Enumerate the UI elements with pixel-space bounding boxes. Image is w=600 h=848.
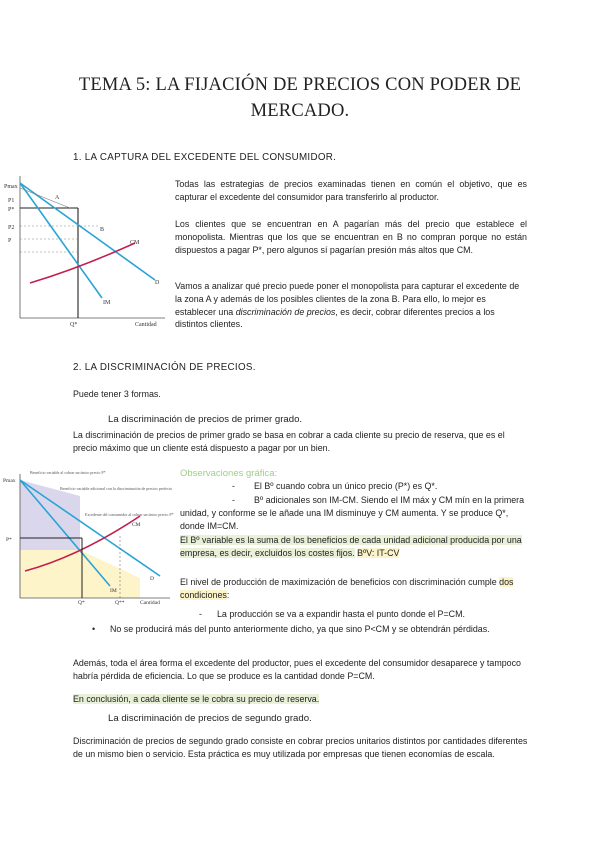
- section-2-heading: 2. LA DISCRIMINACIÓN DE PRECIOS.: [73, 362, 256, 373]
- page-title: [60, 72, 540, 124]
- fig2-label-cm: CM: [132, 522, 141, 528]
- fig2-note-2: Beneficio variable adicional con la discriminación de precios perfecta: [60, 486, 172, 491]
- title-line-1: TEMA 5: LA FIJACIÓN DE PRECIOS CON PODER DE: [78, 75, 522, 95]
- conditions-highlight: dos condiciones: [180, 577, 514, 600]
- title-line-2: MERCADO.: [250, 101, 350, 121]
- first-degree-subheading: La discriminación de precios de primer grado.: [108, 414, 303, 425]
- condition-1: La producción se va a expandir hasta el punto donde el P=CM.: [217, 609, 465, 619]
- fig2-label-qstarstar: Q**: [115, 600, 125, 606]
- section-1-para-2: Los clientes que se encuentran en A pagarían más del precio que establece el monopolista. Mientras que los que se encuentran en B no compran porque no están dispuestos a pagar P*, pero algunos sí pagarían presión más altos que CM.: [175, 219, 527, 255]
- fig1-label-p2: P2: [8, 225, 15, 231]
- observations-title: Observaciones gráfica:: [180, 468, 278, 479]
- conditions-text-b: :: [226, 589, 230, 600]
- section-1-para-3-a: Vamos a analizar qué precio puede poner el monopolista para capturar el excedente de la zona A y además de los posibles clientes de la zona B. Para ello, lo mejor es establecer una: [175, 281, 520, 317]
- conditions-text-a: El nivel de producción de maximización de beneficios con discriminación cumple: [180, 577, 500, 587]
- section-1-para-3-em: discriminación de precios: [235, 306, 336, 317]
- fig1-label-cantidad: Cantidad: [135, 322, 157, 328]
- fig1-label-pmax: Pmax: [4, 184, 18, 190]
- obs-bullet-2-dash: -: [232, 495, 235, 505]
- fig1-label-qstar: Q*: [70, 322, 78, 328]
- fig1-label-p1: P1: [8, 198, 15, 204]
- fig2-note-3: Excedente del consumidor al cobrar un único precio P*: [85, 512, 174, 517]
- fig2-label-d: D: [150, 576, 154, 582]
- second-degree-subheading: La discriminación de precios de segundo grado.: [108, 713, 312, 724]
- fig2-note-1: Beneficio variable al cobrar un único precio P*: [30, 470, 106, 475]
- section-1-heading: 1. LA CAPTURA DEL EXCEDENTE DEL CONSUMIDOR.: [73, 152, 337, 163]
- fig1-label-cm: CM: [130, 240, 140, 246]
- section-1-para-3: [175, 280, 527, 331]
- first-degree-text: La discriminación de precios de primer grado se basa en cobrar a cada cliente su precio de reserva, que es el precio máximo que un cliente está dispuesto a pagar por un bien.: [73, 430, 505, 453]
- section-2-intro: Puede tener 3 formas.: [73, 389, 161, 399]
- first-degree-discrimination-figure: [0, 466, 180, 606]
- obs-green-highlight: El Bº variable es la suma de los beneficios de cada unidad adicional producida por una empresa, es decir, excluidos los costes fijos.: [180, 535, 522, 558]
- obs-yellow-highlight: BºV: IT-CV: [357, 547, 400, 558]
- conclusion: [73, 693, 319, 706]
- fig2-label-cantidad: Cantidad: [140, 600, 160, 606]
- consumer-surplus-figure: [0, 168, 168, 328]
- fig1-label-b: B: [100, 227, 105, 233]
- conditions-text: [180, 576, 530, 602]
- demand-curve: [20, 183, 155, 280]
- conclusion-highlight: En conclusión, a cada cliente se le cobra su precio de reserva.: [73, 694, 320, 704]
- fig2-label-im: IM: [110, 588, 117, 594]
- fig1-label-im: IM: [103, 300, 111, 306]
- obs-bullet-1: El Bº cuando cobra un único precio (P*) es Q*.: [254, 481, 438, 491]
- section-1-para-3-b: , es decir, cobrar diferentes precios a los distintos clientes.: [175, 306, 495, 330]
- obs-variable-profit: [180, 534, 530, 560]
- fig1-label-d: D: [155, 280, 160, 286]
- obs-bullet-2: Bº adicionales son IM-CM. Siendo el IM máx y CM mín en la primera unidad, y conforme se le añade una IM disminuye y CM aumenta. Y se produce Q*, donde IM=CM.: [180, 495, 525, 531]
- condition-2: No se producirá más del punto anteriormente dicho, ya que sino P<CM y se obtendrán pérdidas.: [110, 624, 490, 634]
- marginal-cost-curve: [30, 243, 135, 283]
- producer-surplus-para: Además, toda el área forma el excedente del productor, pues el excedente del consumidor desaparece y tampoco habría pérdida de eficiencia. Lo que se produce es la cantidad donde P=CM.: [73, 658, 521, 681]
- marginal-revenue-curve: [20, 183, 105, 298]
- section-1-para-1: Todas las estrategias de precios examinadas tienen en común el objetivo, que es capturar el excedente del consumidor para transferirlo al productor.: [175, 179, 527, 202]
- fig1-label-p: P: [8, 238, 12, 244]
- obs-bullet-1-dash: -: [232, 481, 235, 491]
- cond-2-bullet: •: [92, 624, 96, 634]
- fig2-label-pstar: P*: [6, 537, 12, 543]
- fig1-label-pstar: P*: [8, 207, 15, 213]
- fig2-label-qstar: Q*: [78, 600, 85, 606]
- second-degree-text: Discriminación de precios de segundo grado consiste en cobrar precios unitarios distintos por cantidades diferentes de un mismo bien o servicio. Esta práctica es muy utilizada por empresas que tienen economías de escala.: [73, 736, 528, 759]
- cond-1-dash: -: [199, 609, 202, 619]
- fig1-label-a: A: [55, 195, 60, 201]
- fig2-label-pmax: Pmax: [3, 478, 16, 484]
